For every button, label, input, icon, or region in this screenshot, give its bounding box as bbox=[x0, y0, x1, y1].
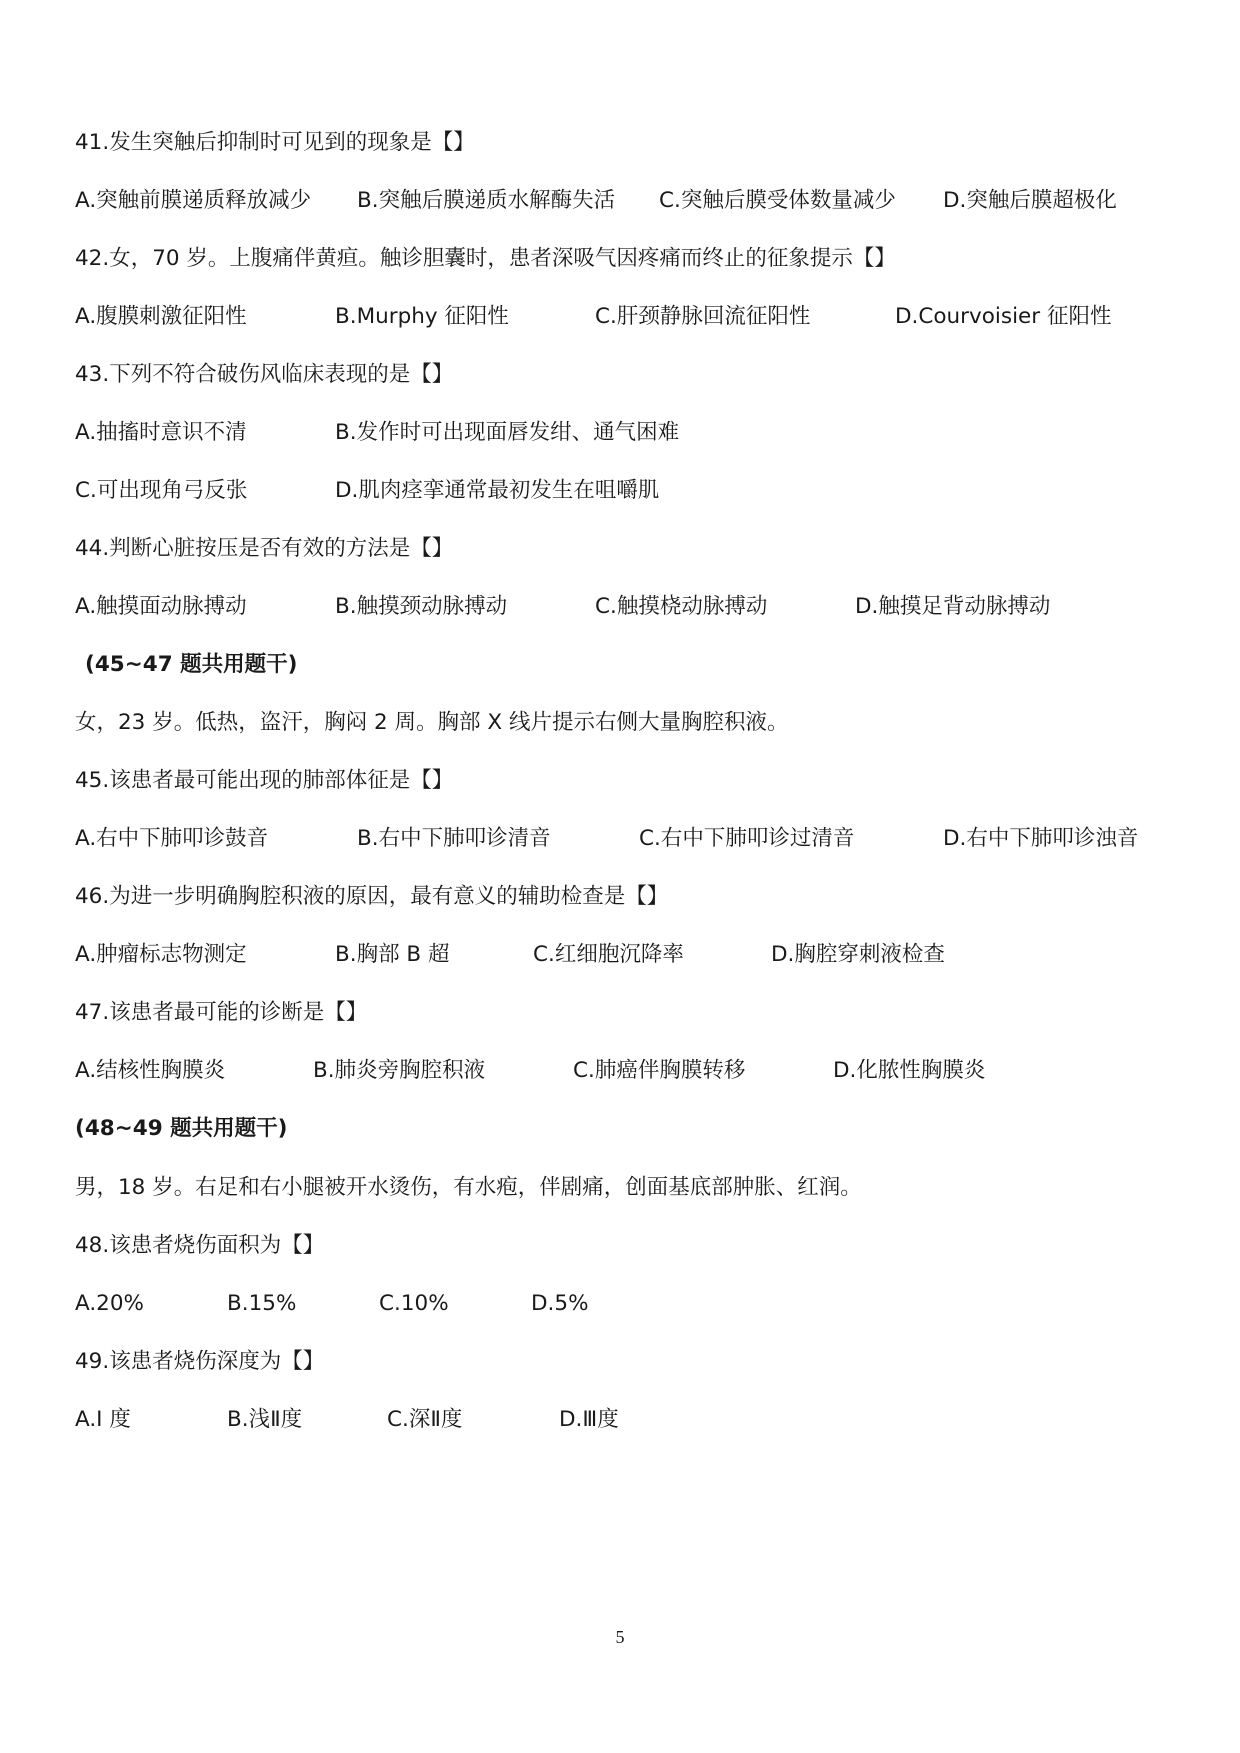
answer-option: B.肺炎旁胸腔积液 bbox=[313, 1058, 486, 1083]
answer-option: C.10% bbox=[379, 1291, 449, 1316]
answer-option: A.20% bbox=[75, 1291, 144, 1316]
answer-option: A.结核性胸膜炎 bbox=[75, 1058, 226, 1083]
answer-option: C.突触后膜受体数量减少 bbox=[659, 188, 896, 213]
answer-option: A.肿瘤标志物测定 bbox=[75, 942, 247, 967]
question-text: 46.为进一步明确胸腔积液的原因，最有意义的辅助检查是【】 bbox=[75, 884, 669, 909]
answer-option: A.突触前膜递质释放减少 bbox=[75, 188, 312, 213]
answer-option: D.胸腔穿刺液检查 bbox=[771, 942, 945, 967]
group-heading: (48~49 题共用题干) bbox=[75, 1116, 288, 1141]
answer-option: D.Ⅲ度 bbox=[559, 1407, 619, 1432]
answer-option: B.15% bbox=[227, 1291, 297, 1316]
answer-option: D.右中下肺叩诊浊音 bbox=[943, 826, 1139, 851]
answer-option: A.触摸面动脉搏动 bbox=[75, 594, 247, 619]
answer-option: D.触摸足背动脉搏动 bbox=[855, 594, 1051, 619]
question-text: 41.发生突触后抑制时可见到的现象是【】 bbox=[75, 130, 475, 155]
answer-option: B.Murphy 征阳性 bbox=[335, 304, 509, 329]
answer-option: D.5% bbox=[531, 1291, 589, 1316]
question-text: 49.该患者烧伤深度为【】 bbox=[75, 1349, 325, 1374]
answer-option: D.Courvoisier 征阳性 bbox=[895, 304, 1112, 329]
answer-option: A.I 度 bbox=[75, 1407, 131, 1432]
answer-option: C.肺癌伴胸膜转移 bbox=[573, 1058, 746, 1083]
case-stem: 女，23 岁。低热，盗汗，胸闷 2 周。胸部 X 线片提示右侧大量胸腔积液。 bbox=[75, 710, 789, 735]
answer-option: C.深Ⅱ度 bbox=[387, 1407, 463, 1432]
group-heading: (45~47 题共用题干) bbox=[85, 652, 298, 677]
answer-option: A.腹膜刺激征阳性 bbox=[75, 304, 247, 329]
page-number: 5 bbox=[615, 1627, 625, 1647]
answer-option: A.抽搐时意识不清 bbox=[75, 420, 247, 445]
answer-option: B.浅Ⅱ度 bbox=[227, 1407, 303, 1432]
question-text: 44.判断心脏按压是否有效的方法是【】 bbox=[75, 536, 454, 561]
case-stem: 男，18 岁。右足和右小腿被开水烫伤，有水疱，伴剧痛，创面基底部肿胀、红润。 bbox=[75, 1175, 862, 1200]
answer-option: B.胸部 B 超 bbox=[335, 942, 450, 967]
question-text: 43.下列不符合破伤风临床表现的是【】 bbox=[75, 362, 454, 387]
question-text: 42.女，70 岁。上腹痛伴黄疸。触诊胆囊时，患者深吸气因疼痛而终止的征象提示【】 bbox=[75, 246, 896, 271]
answer-option: C.可出现角弓反张 bbox=[75, 478, 248, 503]
answer-option: C.右中下肺叩诊过清音 bbox=[639, 826, 855, 851]
answer-option: D.化脓性胸膜炎 bbox=[833, 1058, 986, 1083]
answer-option: C.肝颈静脉回流征阳性 bbox=[595, 304, 811, 329]
answer-option: D.突触后膜超极化 bbox=[943, 188, 1117, 213]
answer-option: B.发作时可出现面唇发绀、通气困难 bbox=[335, 420, 680, 445]
answer-option: D.肌肉痉挛通常最初发生在咀嚼肌 bbox=[335, 478, 660, 503]
answer-option: B.触摸颈动脉搏动 bbox=[335, 594, 508, 619]
question-text: 47.该患者最可能的诊断是【】 bbox=[75, 1000, 368, 1025]
question-text: 45.该患者最可能出现的肺部体征是【】 bbox=[75, 768, 454, 793]
answer-option: B.右中下肺叩诊清音 bbox=[357, 826, 551, 851]
answer-option: B.突触后膜递质水解酶失活 bbox=[357, 188, 616, 213]
answer-option: A.右中下肺叩诊鼓音 bbox=[75, 826, 269, 851]
answer-option: C.红细胞沉降率 bbox=[533, 942, 684, 967]
answer-option: C.触摸桡动脉搏动 bbox=[595, 594, 768, 619]
question-text: 48.该患者烧伤面积为【】 bbox=[75, 1233, 325, 1258]
